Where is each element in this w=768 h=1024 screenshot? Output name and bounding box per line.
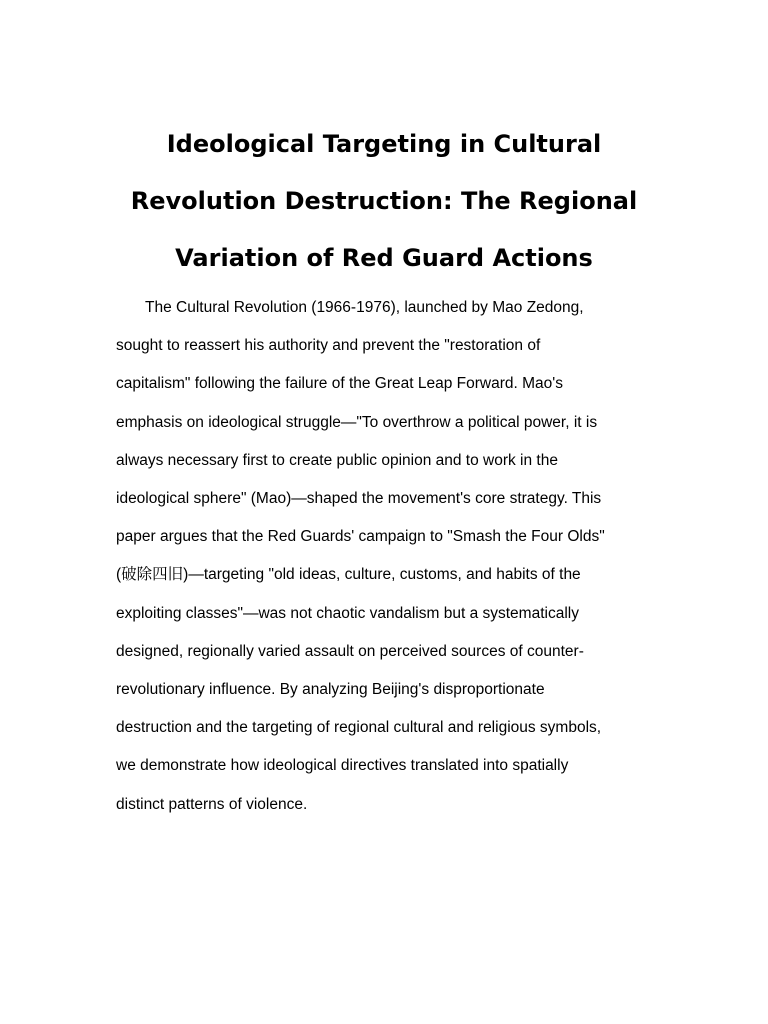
title-line: Revolution Destruction: The Regional <box>130 187 638 215</box>
title-line: Variation of Red Guard Actions <box>175 244 593 272</box>
paragraph-line: emphasis on ideological struggle—"To overthrow a political power, it is <box>116 413 598 431</box>
paragraph-line: revolutionary influence. By analyzing Beijing's disproportionate <box>116 681 545 699</box>
paragraph-line: exploiting classes"—was not chaotic vandalism but a systematically <box>116 604 579 622</box>
paragraph-line: destruction and the targeting of regional cultural and religious symbols, <box>116 719 602 737</box>
paragraph-line: sought to reassert his authority and prevent the "restoration of <box>116 337 541 355</box>
document-title <box>100 116 668 287</box>
title-line: Ideological Targeting in Cultural <box>166 130 602 158</box>
paragraph-line: (破除四旧)—targeting "old ideas, culture, customs, and habits of the <box>116 566 581 584</box>
paragraph-line: designed, regionally varied assault on perceived sources of counter- <box>116 642 584 660</box>
paragraph-line: always necessary first to create public opinion and to work in the <box>116 451 558 469</box>
paragraph-line: distinct patterns of violence. <box>116 795 308 813</box>
body-paragraph <box>116 289 676 824</box>
paragraph-line: The Cultural Revolution (1966-1976), launched by Mao Zedong, <box>145 299 584 316</box>
paragraph-line: ideological sphere" (Mao)—shaped the movement's core strategy. This <box>116 490 602 508</box>
paragraph-line: we demonstrate how ideological directives translated into spatially <box>116 757 569 775</box>
paragraph-line: capitalism" following the failure of the Great Leap Forward. Mao's <box>116 375 563 393</box>
paragraph-line: paper argues that the Red Guards' campaign to "Smash the Four Olds" <box>116 528 605 546</box>
